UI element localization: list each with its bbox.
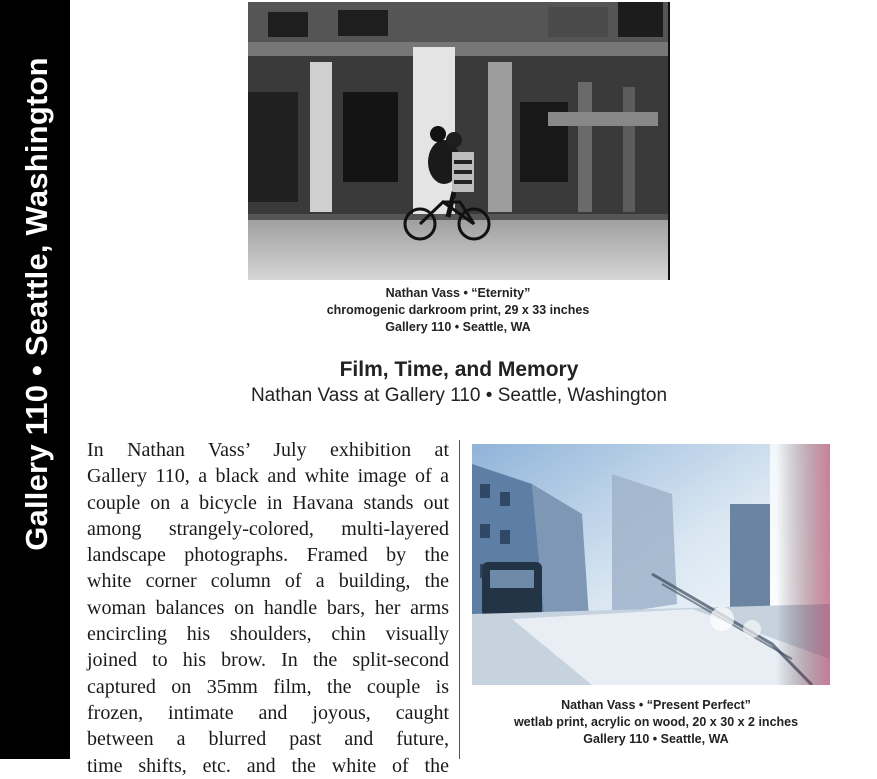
body-line: couple on a bicycle in Havana stands out: [87, 491, 449, 514]
eternity-caption-venue: Gallery 110 • Seattle, WA: [385, 320, 531, 334]
sidebar: [0, 0, 70, 759]
present-perfect-caption-medium: wetlab print, acrylic on wood, 20 x 30 x 2 inches: [513, 715, 799, 729]
present-perfect-photo: [472, 444, 830, 685]
body-line: landscape photographs. Framed by the: [87, 544, 449, 567]
sidebar-title: Gallery 110 • Seattle, Washington: [19, 57, 54, 551]
present-perfect-caption-artist: Nathan Vass • “Present Perfect”: [561, 698, 751, 712]
body-line: captured on 35mm film, the couple is: [87, 675, 449, 698]
body-line: white corner column of a building, the: [87, 570, 449, 593]
eternity-photo: [248, 2, 670, 280]
body-line: time shifts, etc. and the white of the: [87, 754, 449, 777]
body-line: between a blurred past and future,: [87, 728, 449, 751]
column-divider: [459, 440, 460, 759]
body-line: In Nathan Vass’ July exhibition at: [87, 439, 449, 461]
eternity-caption: [248, 285, 668, 336]
body-line: frozen, intimate and joyous, caught: [87, 701, 449, 724]
eternity-caption-medium: chromogenic darkroom print, 29 x 33 inches: [326, 303, 590, 317]
eternity-caption-artist: Nathan Vass • “Eternity”: [385, 286, 531, 300]
present-perfect-caption: [466, 697, 846, 748]
body-line: among strangely-colored, multi-layered: [87, 517, 449, 540]
article-subtitle: Nathan Vass at Gallery 110 • Seattle, Washington: [250, 385, 668, 406]
body-line: woman balances on handle bars, her arms: [87, 596, 449, 619]
article-title: Film, Time, and Memory: [339, 358, 579, 381]
body-line: Gallery 110, a black and white image of a: [87, 465, 449, 488]
body-line: encircling his shoulders, chin visually: [87, 623, 449, 646]
present-perfect-caption-venue: Gallery 110 • Seattle, WA: [583, 732, 729, 746]
article-body: [87, 437, 449, 779]
body-line: joined to his brow. In the split-second: [87, 649, 449, 672]
